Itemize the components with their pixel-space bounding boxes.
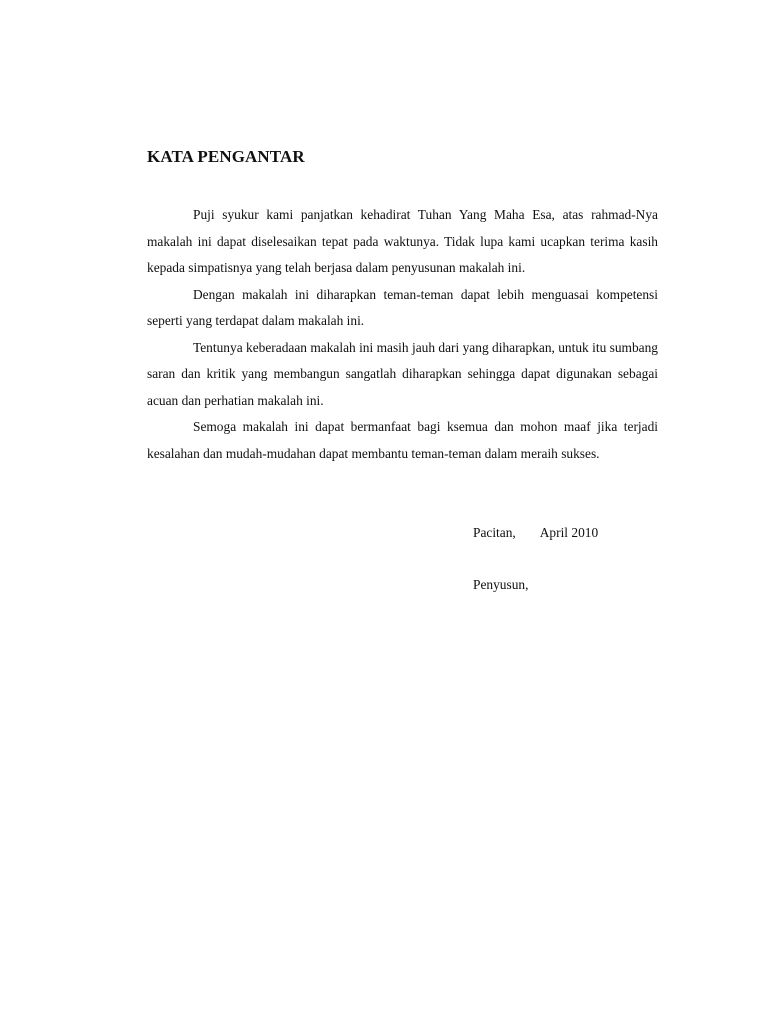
closing-block [473, 522, 598, 596]
date-text: April 2010 [539, 525, 599, 540]
paragraph-4: Semoga makalah ini dapat bermanfaat bagi ksemua dan mohon maaf jika terjadi kesalahan dan mudah-mudahan dapat membantu teman-teman dalam meraih sukses. [147, 419, 658, 461]
document-title: KATA PENGANTAR [147, 147, 305, 166]
paragraph-2: Dengan makalah ini diharapkan teman-teman dapat lebih menguasai kompetensi seperti yang terdapat dalam makalah ini. [147, 286, 658, 328]
place-text: Pacitan, [473, 525, 516, 540]
place-date-line [473, 522, 598, 544]
paragraph-3: Tentunya keberadaan makalah ini masih jauh dari yang diharapkan, untuk itu sumbang saran dan kritik yang membangun sangatlah diharapkan sehingga dapat digunakan sebagai acuan dan perhatian makalah ini. [147, 339, 658, 408]
signature-label: Penyusun, [473, 577, 529, 592]
document-body [147, 202, 658, 467]
paragraph-1: Puji syukur kami panjatkan kehadirat Tuhan Yang Maha Esa, atas rahmad-Nya makalah ini dapat diselesaikan tepat pada waktunya. Tidak lupa kami ucapkan terima kasih kepada simpatisnya yang telah berjasa dalam penyusunan makalah ini. [147, 207, 658, 275]
